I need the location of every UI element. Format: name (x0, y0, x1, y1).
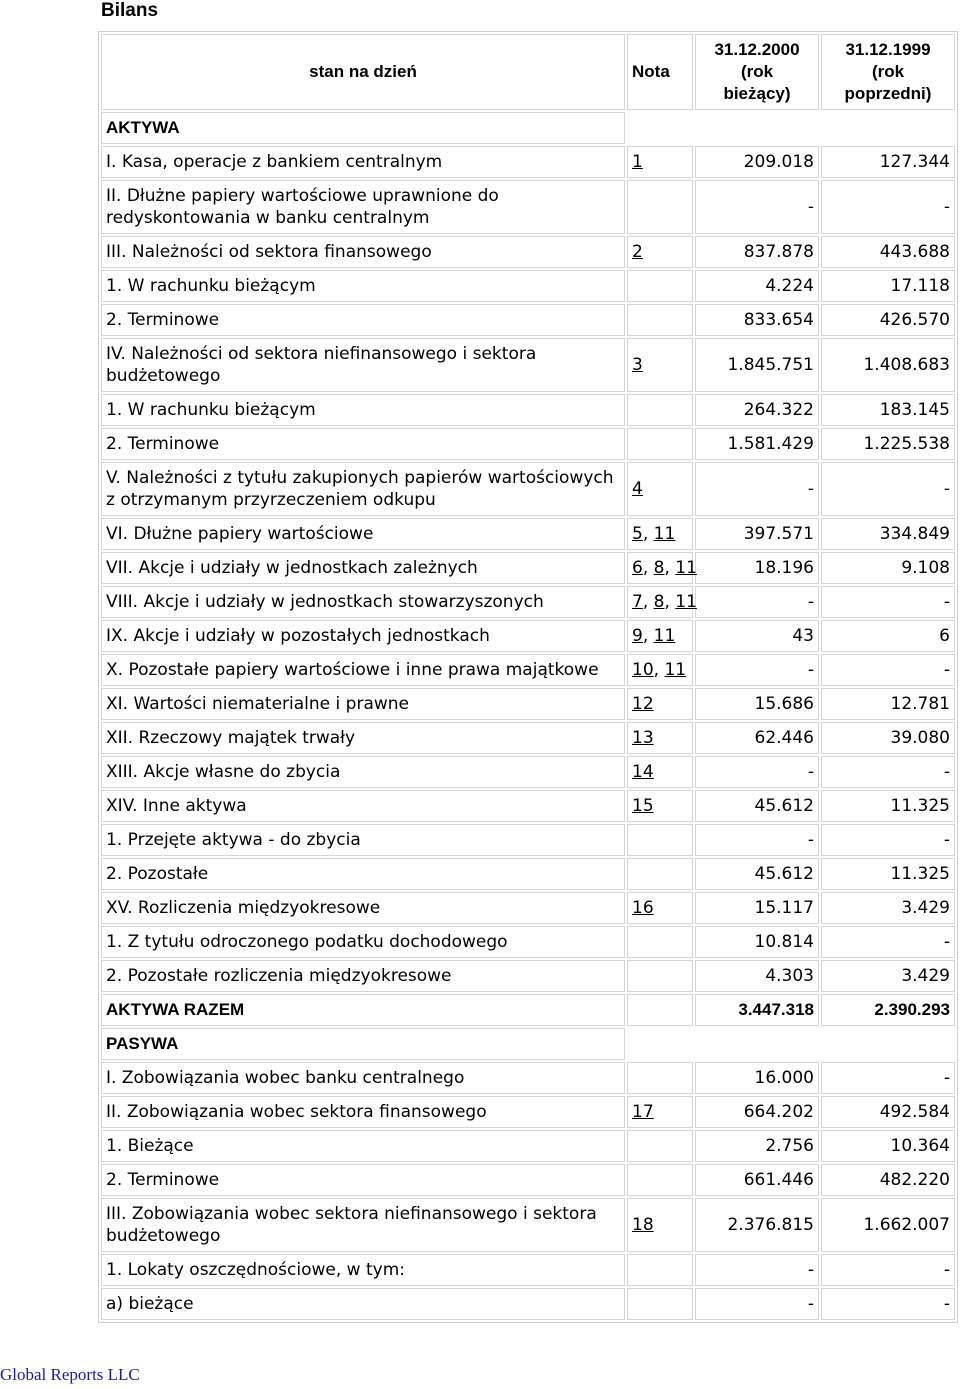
nota-link[interactable]: 14 (632, 762, 654, 782)
row-nota (627, 1254, 693, 1286)
value-1999: 1.662.007 (821, 1198, 955, 1252)
value-1999: 9.108 (821, 552, 955, 584)
nota-link[interactable]: 11 (664, 660, 687, 680)
value-2000: 209.018 (695, 146, 819, 178)
value-1999: 426.570 (821, 304, 955, 336)
section-pasywa: PASYWA (101, 1028, 625, 1060)
table-row (101, 1062, 955, 1094)
value-2000: - (695, 824, 819, 856)
row-nota (627, 790, 693, 822)
value-1999: 12.781 (821, 688, 955, 720)
value-2000: 664.202 (695, 1096, 819, 1128)
row-nota (627, 1164, 693, 1196)
row-nota (627, 146, 693, 178)
value-2000: 661.446 (695, 1164, 819, 1196)
value-2000: - (695, 756, 819, 788)
row-nota (627, 994, 693, 1026)
value-1999: 183.145 (821, 394, 955, 426)
row-nota (627, 304, 693, 336)
value-2000: 2.376.815 (695, 1198, 819, 1252)
row-nota (627, 1062, 693, 1094)
nota-link[interactable]: 11 (675, 558, 697, 578)
row-nota: 9, 11 (627, 620, 693, 652)
table-row (101, 1130, 955, 1162)
nota-link[interactable]: 11 (653, 524, 676, 544)
row-label: XII. Rzeczowy majątek trwały (101, 722, 625, 754)
value-2000: 45.612 (695, 790, 819, 822)
value-2000: 833.654 (695, 304, 819, 336)
value-2000: 15.117 (695, 892, 819, 924)
row-nota (627, 892, 693, 924)
aktywa-section-row (101, 112, 955, 144)
row-label: 1. Lokaty oszczędnościowe, w tym: (101, 1254, 625, 1286)
row-nota (627, 960, 693, 992)
table-row (101, 1288, 955, 1320)
row-label: 1. Przejęte aktywa - do zbycia (101, 824, 625, 856)
value-1999: - (821, 462, 955, 516)
row-nota (627, 1096, 693, 1128)
nota-link[interactable]: 12 (632, 694, 654, 714)
table-row (101, 892, 955, 924)
value-1999: 334.849 (821, 518, 955, 550)
table-row (101, 338, 955, 392)
row-label: XIII. Akcje własne do zbycia (101, 756, 625, 788)
row-nota (627, 824, 693, 856)
row-label: XI. Wartości niematerialne i prawne (101, 688, 625, 720)
nota-link[interactable]: 16 (632, 898, 654, 918)
table-row (101, 824, 955, 856)
value-1999: 127.344 (821, 146, 955, 178)
value-2000: - (695, 586, 819, 618)
row-nota (627, 338, 693, 392)
value-1999: - (821, 586, 955, 618)
value-1999: 492.584 (821, 1096, 955, 1128)
nota-link[interactable]: 5 (632, 524, 643, 544)
table-row (101, 1254, 955, 1286)
nota-link[interactable]: 8 (653, 592, 665, 612)
table-row (101, 654, 955, 686)
value-2000: 43 (695, 620, 819, 652)
row-label: III. Należności od sektora finansowego (101, 236, 625, 268)
row-label: IX. Akcje i udziały w pozostałych jednostkach (101, 620, 625, 652)
row-nota (627, 688, 693, 720)
value-2000: 837.878 (695, 236, 819, 268)
row-label: a) bieżące (101, 1288, 625, 1320)
row-nota (627, 180, 693, 234)
value-1999: 6 (821, 620, 955, 652)
nota-link[interactable]: 6 (632, 558, 643, 578)
table-row (101, 1164, 955, 1196)
value-1999: - (821, 1254, 955, 1286)
table-row (101, 858, 955, 890)
value-2000: 1.845.751 (695, 338, 819, 392)
value-1999: 3.429 (821, 892, 955, 924)
table-row (101, 960, 955, 992)
row-label: 1. Bieżące (101, 1130, 625, 1162)
nota-link[interactable]: 13 (632, 728, 654, 748)
section-aktywa: AKTYWA (101, 112, 625, 144)
value-1999: 443.688 (821, 236, 955, 268)
row-label: XV. Rozliczenia międzyokresowe (101, 892, 625, 924)
row-label: III. Zobowiązania wobec sektora niefinansowego i sektora budżetowego (101, 1198, 625, 1252)
nota-link[interactable]: 7 (632, 592, 643, 612)
total-row (101, 994, 955, 1026)
value-2000: 16.000 (695, 1062, 819, 1094)
footer-credit: Global Reports LLC (0, 1365, 140, 1384)
row-nota (627, 270, 693, 302)
balance-sheet-table (98, 31, 958, 1323)
value-1999: - (821, 824, 955, 856)
value-2000: - (695, 654, 819, 686)
nota-link[interactable]: 17 (632, 1102, 654, 1122)
table-row (101, 236, 955, 268)
table-row (101, 620, 955, 652)
nota-link[interactable]: 1 (632, 152, 643, 172)
nota-link[interactable]: 15 (632, 796, 654, 816)
value-1999: 10.364 (821, 1130, 955, 1162)
value-1999: 1.225.538 (821, 428, 955, 460)
value-2000: - (695, 1288, 819, 1320)
row-label: V. Należności z tytułu zakupionych papierów wartościowych z otrzymanym przyrzeczeniem odkupu (101, 462, 625, 516)
table-row (101, 790, 955, 822)
table-row (101, 428, 955, 460)
nota-link[interactable]: 9 (632, 626, 643, 646)
value-2000: 4.224 (695, 270, 819, 302)
value-2000: 4.303 (695, 960, 819, 992)
nota-link[interactable]: 11 (675, 592, 697, 612)
row-label: VIII. Akcje i udziały w jednostkach stowarzyszonych (101, 586, 625, 618)
row-label: AKTYWA RAZEM (101, 994, 625, 1026)
nota-link[interactable]: 10 (632, 660, 654, 680)
nota-link[interactable]: 18 (632, 1215, 654, 1235)
table-row (101, 146, 955, 178)
nota-link[interactable]: 8 (653, 558, 665, 578)
row-label: 1. Z tytułu odroczonego podatku dochodowego (101, 926, 625, 958)
value-1999: - (821, 1288, 955, 1320)
row-label: VI. Dłużne papiery wartościowe (101, 518, 625, 550)
value-1999: 11.325 (821, 790, 955, 822)
row-label: 2. Terminowe (101, 1164, 625, 1196)
row-label: 2. Terminowe (101, 428, 625, 460)
value-1999: 1.408.683 (821, 338, 955, 392)
row-nota (627, 1130, 693, 1162)
value-2000: - (695, 1254, 819, 1286)
value-2000: - (695, 180, 819, 234)
row-label: VII. Akcje i udziały w jednostkach zależnych (101, 552, 625, 584)
nota-link[interactable]: 2 (632, 242, 643, 262)
row-nota (627, 462, 693, 516)
value-2000: 45.612 (695, 858, 819, 890)
table-row (101, 552, 955, 584)
table-row (101, 304, 955, 336)
value-2000: 264.322 (695, 394, 819, 426)
row-label: 2. Pozostałe (101, 858, 625, 890)
table-row (101, 462, 955, 516)
value-1999: 482.220 (821, 1164, 955, 1196)
table-row (101, 722, 955, 754)
row-nota (627, 428, 693, 460)
value-1999: 39.080 (821, 722, 955, 754)
row-nota (627, 722, 693, 754)
table-row (101, 926, 955, 958)
row-nota: 10, 11 (627, 654, 693, 686)
value-1999: - (821, 1062, 955, 1094)
value-2000: 15.686 (695, 688, 819, 720)
row-nota (627, 1288, 693, 1320)
nota-link[interactable]: 3 (632, 355, 643, 375)
row-label: 2. Pozostałe rozliczenia międzyokresowe (101, 960, 625, 992)
value-2000: 1.581.429 (695, 428, 819, 460)
page-title: Bilans (101, 0, 159, 21)
pasywa-section-row (101, 1028, 955, 1060)
row-label: X. Pozostałe papiery wartościowe i inne prawa majątkowe (101, 654, 625, 686)
table-row (101, 688, 955, 720)
value-1999: 11.325 (821, 858, 955, 890)
value-2000: 3.447.318 (695, 994, 819, 1026)
row-label: II. Dłużne papiery wartościowe uprawnione do redyskontowania w banku centralnym (101, 180, 625, 234)
table-row (101, 394, 955, 426)
row-nota: 6, 8, 11 (627, 552, 693, 584)
row-label: I. Zobowiązania wobec banku centralnego (101, 1062, 625, 1094)
header-row (101, 34, 955, 110)
row-nota (627, 858, 693, 890)
header-2000: 31.12.2000 (rok bieżący) (695, 34, 819, 110)
value-1999: - (821, 654, 955, 686)
value-1999: 17.118 (821, 270, 955, 302)
value-1999: - (821, 926, 955, 958)
header-1999: 31.12.1999 (rok poprzedni) (821, 34, 955, 110)
row-label: 1. W rachunku bieżącym (101, 394, 625, 426)
table-row (101, 1198, 955, 1252)
value-1999: 3.429 (821, 960, 955, 992)
row-label: II. Zobowiązania wobec sektora finansowego (101, 1096, 625, 1128)
value-2000: 62.446 (695, 722, 819, 754)
table-row (101, 270, 955, 302)
row-label: IV. Należności od sektora niefinansowego i sektora budżetowego (101, 338, 625, 392)
row-label: XIV. Inne aktywa (101, 790, 625, 822)
row-nota (627, 926, 693, 958)
value-1999: - (821, 180, 955, 234)
table-row (101, 180, 955, 234)
value-2000: 2.756 (695, 1130, 819, 1162)
row-nota (627, 1198, 693, 1252)
table-row (101, 518, 955, 550)
nota-link[interactable]: 4 (632, 479, 643, 499)
row-label: 2. Terminowe (101, 304, 625, 336)
header-stan: stan na dzień (101, 34, 625, 110)
row-nota (627, 394, 693, 426)
nota-link[interactable]: 11 (653, 626, 676, 646)
value-1999: - (821, 756, 955, 788)
value-2000: - (695, 462, 819, 516)
value-2000: 397.571 (695, 518, 819, 550)
row-label: I. Kasa, operacje z bankiem centralnym (101, 146, 625, 178)
row-nota: 5, 11 (627, 518, 693, 550)
row-nota (627, 756, 693, 788)
value-2000: 10.814 (695, 926, 819, 958)
value-1999: 2.390.293 (821, 994, 955, 1026)
header-nota: Nota (627, 34, 693, 110)
row-nota: 7, 8, 11 (627, 586, 693, 618)
row-label: 1. W rachunku bieżącym (101, 270, 625, 302)
table-row (101, 586, 955, 618)
value-2000: 18.196 (695, 552, 819, 584)
row-nota (627, 236, 693, 268)
table-row (101, 1096, 955, 1128)
table-row (101, 756, 955, 788)
